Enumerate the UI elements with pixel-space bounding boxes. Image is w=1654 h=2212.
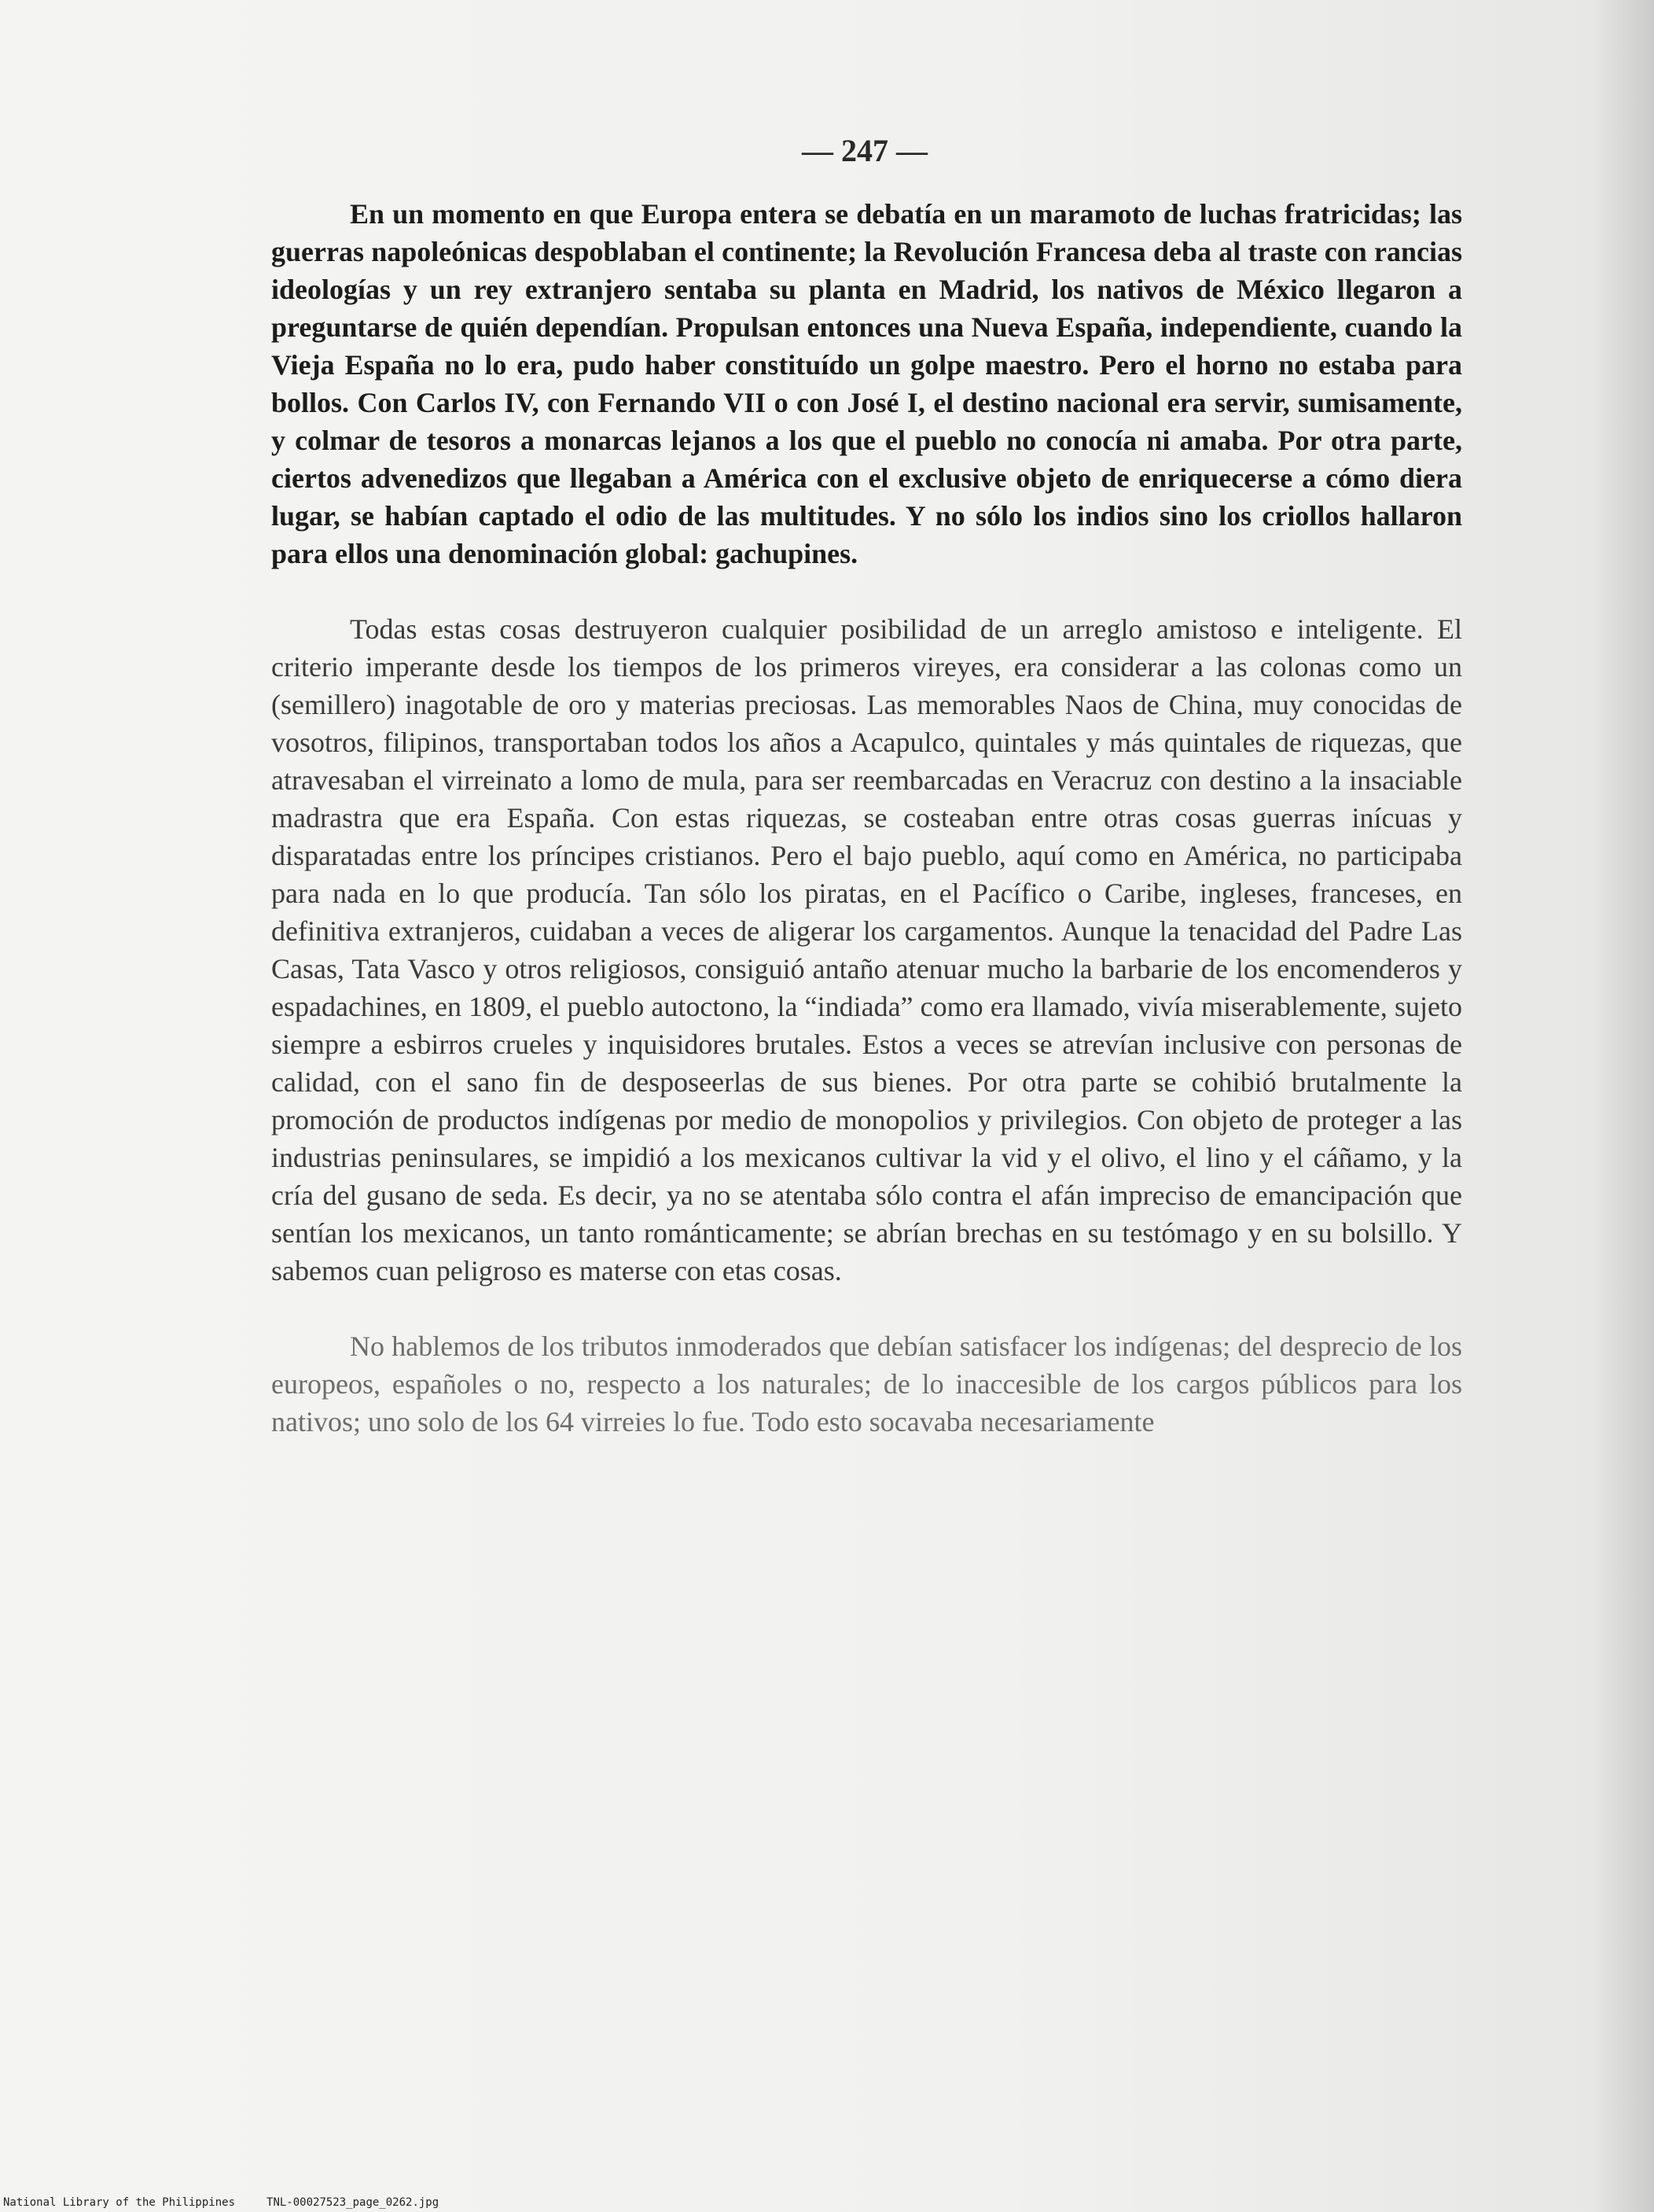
paragraph-3: No hablemos de los tributos inmoderados que debían satisfacer los indígenas; del desprecio de los europeos, españoles o no, respecto a los naturales; de lo inaccesible de los cargos públicos para los nativos; uno solo de los 64 virreies lo fue. Todo esto socavaba necesariamente (271, 1331, 1462, 1437)
scan-footer (3, 2196, 470, 2209)
footer-library: National Library of the Philippines (3, 2196, 236, 2209)
body-text (271, 195, 1462, 1478)
paragraph-2: Todas estas cosas destruyeron cualquier posibilidad de un arreglo amistoso e inteligente. El criterio imperante desde los tiempos de los primeros vireyes, era considerar a las colonas como un (semillero) inagotable de oro y materias preciosas. Las memorables Naos de China, muy conocidas de vosotros, filipinos, transportaban todos los años a Acapulco, quintales y más quintales de riquezas, que atravesaban el virreinato a lomo de mula, para ser reembarcadas en Veracruz con destino a la insaciable madrastra que era España. Con estas riquezas, se costeaban entre otras cosas guerras inícuas y disparatadas entre los príncipes cristianos. Pero el bajo pueblo, aquí como en América, no participaba para nada en lo que producía. Tan sólo los piratas, en el Pacífico o Caribe, ingleses, franceses, en definitiva extranjeros, cuidaban a veces de aligerar los cargamentos. Aunque la tenacidad del Padre Las Casas, Tata Vasco y otros religiosos, consiguió antaño atenuar mucho la barbarie de los encomenderos y espadachines, en 1809, el pueblo autoctono, la “indiada” como era llamado, vivía miserablemente, sujeto siempre a esbirros crueles y inquisidores brutales. Estos a veces se atrevían inclusive con personas de calidad, con el sano fin de desposeerlas de sus bienes. Por otra parte se cohibió brutalmente la promoción de productos indígenas por medio de monopolios y privilegios. Con objeto de proteger a las industrias peninsulares, se impidió a los mexicanos cultivar la vid y el olivo, el lino y el cáñamo, y la cría del gusano de seda. Es decir, ya no se atentaba sólo contra el afán impreciso de emancipación que sentían los mexicanos, un tanto románticamente; se abrían brechas en su testómago y en su bolsillo. Y sabemos cuan peligroso es materse con etas cosas. (271, 613, 1462, 1286)
page-edge-shadow (1591, 0, 1654, 2212)
footer-file-id: TNL-00027523_page_0262.jpg (266, 2196, 439, 2209)
paragraph-1: En un momento en que Europa entera se debatía en un maramoto de luchas fratricidas; las guerras napoleónicas despoblaban el continente; la Revolución Francesa deba al traste con rancias ideologías y un rey extranjero sentaba su planta en Madrid, los nativos de México llegaron a preguntarse de quién dependían. Propulsan entonces una Nueva España, independiente, cuando la Vieja España no lo era, pudo haber constituído un golpe maestro. Pero el horno no estaba para bollos. Con Carlos IV, con Fernando VII o con José I, el destino nacional era servir, sumisamente, y colmar de tesoros a monarcas lejanos a los que el pueblo no conocía ni amaba. Por otra parte, ciertos advenedizos que llegaban a América con el exclusive objeto de enriquecerse a cómo diera lugar, se habían captado el odio de las multitudes. Y no sólo los indios sino los criollos hallaron para ellos una denominación global: gachupines. (271, 198, 1462, 569)
page-number: — 247 — (802, 133, 928, 168)
